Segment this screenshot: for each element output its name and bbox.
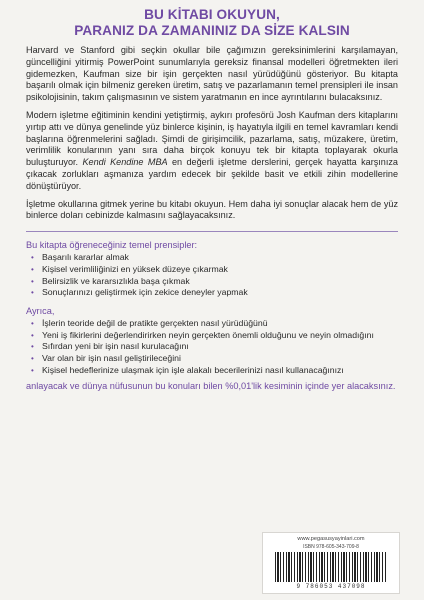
also-list	[26, 318, 398, 377]
list-item	[26, 276, 398, 288]
publisher-url: www.pegasusyayinlari.com	[297, 536, 365, 542]
headline	[26, 7, 398, 39]
barcode-digits: 9 786053 437098	[296, 583, 366, 590]
author-paragraph-text-end: en değerli işletme derslerini, gerçek hayatta karşınıza çıkacak zorlukları aşmanıza yardım edecek bir şekilde basit ve etkili zihin modellerine dönüştürüyor.	[26, 157, 398, 191]
closing-text: anlayacak ve dünya nüfusunun bu konuları bilen %0,01'lik kesiminin içinde yer alacaksınız.	[26, 381, 396, 392]
list-item-text: Sıfırdan yeni bir işin nasıl kurulacağını	[42, 341, 189, 352]
list-item	[26, 341, 398, 353]
bullet-icon: •	[31, 276, 34, 286]
barcode-icon	[275, 552, 387, 582]
headline-line-1: BU KİTABI OKUYUN,	[144, 7, 280, 22]
list-item	[26, 365, 398, 377]
list-item	[26, 353, 398, 365]
isbn-text: ISBN 978-605-343-709-8	[303, 544, 359, 550]
book-title-italic: Kendi Kendine MBA	[82, 157, 168, 168]
headline-line-2: PARANIZ DA ZAMANINIZ DA SİZE KALSIN	[74, 23, 350, 38]
also-title: Ayrıca,	[26, 305, 55, 316]
bullet-icon: •	[31, 318, 34, 328]
call-to-action-paragraph: İşletme okullarına gitmek yerine bu kitabı okuyun. Hem daha iyi sonuçlar alacak hem de yüz binlerce doları cebinizde kalmasını sağlayacaksınız.	[26, 198, 398, 221]
list-item	[26, 318, 398, 330]
principles-list	[26, 252, 398, 299]
list-item	[26, 330, 398, 342]
bullet-icon: •	[31, 342, 34, 352]
bullet-icon: •	[31, 288, 34, 298]
bullet-icon: •	[31, 365, 34, 375]
bullet-icon: •	[31, 253, 34, 263]
principles-title: Bu kitapta öğreneceğiniz temel prensipler:	[26, 240, 198, 251]
list-item-text: Kişisel verimliliğinizi en yüksek düzeye çıkarmak	[42, 263, 228, 274]
author-paragraph	[26, 110, 398, 193]
list-item-text: Kişisel hedeflerinize ulaşmak için işle alakalı becerilerinizi nasıl kullanacağınızı	[42, 364, 344, 375]
list-item-text: İşlerin teoride değil de pratikte gerçekten nasıl yürüdüğünü	[42, 317, 268, 328]
list-item-text: Başarılı kararlar almak	[42, 252, 129, 263]
list-item	[26, 252, 398, 264]
list-item-text: Belirsizlik ve kararsızlıkla başa çıkmak	[42, 275, 190, 286]
bullet-icon: •	[31, 354, 34, 364]
intro-paragraph: Harvard ve Stanford gibi seçkin okullar bile çağımızın gereksinimlerini karşılamayan, güncelliğini yitirmiş PowerPoint sunumlarıyla gereksiz finansal modelleri öğretmekten ileri gidemezken, Kaufman size bir işin gerçekten nasıl yürüdüğünü gösteriyor. Bu kitapta başarılı olmak için bilmeniz gereken üretim, satış ve pazarlamanın temel prensipleri ile insan psikolojisinin, takım çalışmasının ve sistem yaratmanın en ince ayrıntılarını bulacaksınız.	[26, 45, 398, 103]
list-item-text: Var olan bir işin nasıl geliştirileceğini	[42, 353, 181, 364]
bullet-icon: •	[31, 330, 34, 340]
divider	[26, 231, 398, 232]
list-item	[26, 264, 398, 276]
list-item-text: Yeni iş fikirlerini değerlendirirken neyin gerçekten önemli olduğunu ve neyin olmadığını	[42, 329, 374, 340]
bullet-icon: •	[31, 264, 34, 274]
list-item	[26, 287, 398, 299]
barcode-block	[262, 532, 400, 594]
author-paragraph-text: Modern işletme eğitiminin kendini yetiştirmiş, aykırı profesörü Josh Kaufman ders kitaplarını yırtıp attı ve dünya genelinde yüz binlerce kişinin, iş hayatıyla ilgili en temel kavramları kendi başlarına öğrenmelerini sağladı. Şimdi de girişimcilik, pazarlama, satış, müzakere, üretim, verimlilik konularının yanı sıra daha birçok konuyu tek bir kitapta toplayarak okurla buluşturuyor.	[26, 109, 398, 168]
list-item-text: Sonuçlarınızı geliştirmek için zekice deneyler yapmak	[42, 287, 248, 298]
